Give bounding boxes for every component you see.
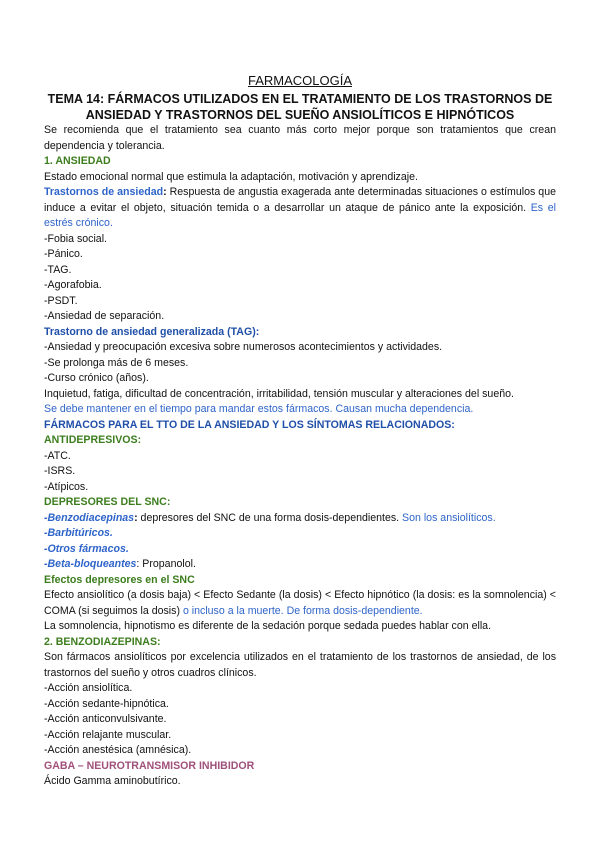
farmacos-heading: FÁRMACOS PARA EL TTO DE LA ANSIEDAD Y LOS SÍNTOMAS RELACIONADOS: bbox=[44, 418, 455, 431]
trastornos-text: Respuesta de angustia exagerada ante determinadas situaciones o estímulos que induce a evitar el objeto, situación temida o a desarrollar un ataque de pánico ante la exposición. bbox=[44, 186, 556, 214]
list-item: -Atípicos. bbox=[44, 480, 89, 493]
beta-bloqueantes-text: : Propanolol. bbox=[136, 558, 196, 570]
somnolencia-paragraph: La somnolencia, hipnotismo es diferente de la sedación porque sedada puedes hablar con ella. bbox=[44, 620, 492, 632]
depresores-heading: DEPRESORES DEL SNC: bbox=[44, 496, 171, 508]
list-item: -Curso crónico (años). bbox=[44, 372, 149, 384]
list-item: -Acción sedante-hipnótica. bbox=[44, 697, 169, 710]
list-item: -Acción anticonvulsivante. bbox=[44, 713, 167, 725]
antidepresivos-heading: ANTIDEPRESIVOS: bbox=[44, 434, 142, 446]
list-item: -Se prolonga más de 6 meses. bbox=[44, 356, 189, 369]
tag-heading: Trastorno de ansiedad generalizada (TAG): bbox=[44, 325, 260, 338]
trastornos-term: Trastornos de ansiedad bbox=[44, 186, 164, 198]
efectos-text: Efecto ansiolítico (a dosis baja) < Efecto Sedante (la dosis) < Efecto hipnótico (la dosis: es la somnolencia) < COMA (si seguimos la dosis) bbox=[44, 589, 556, 617]
list-item: -Acción anestésica (amnésica). bbox=[44, 744, 192, 756]
list-item: -PSDT. bbox=[44, 294, 78, 307]
ansiedad-definition: Estado emocional normal que estimula la adaptación, motivación y aprendizaje. bbox=[44, 170, 418, 183]
benzodiacepinas-colon: : bbox=[134, 511, 138, 524]
efectos-note: o incluso a la muerte. De forma dosis-dependiente. bbox=[182, 604, 423, 617]
list-item: -Ansiedad y preocupación excesiva sobre numerosos acontecimientos y actividades. bbox=[44, 341, 443, 353]
list-item: -Acción relajante muscular. bbox=[44, 728, 172, 741]
benzodiazepinas-paragraph: Son fármacos ansiolíticos por excelencia utilizados en el tratamiento de los trastornos de ansiedad, de los trastornos del sueño y otros cuadros clínicos. bbox=[44, 651, 556, 679]
section-1-heading: 1. ANSIEDAD bbox=[44, 155, 111, 167]
tag-symptoms: Inquietud, fatiga, dificultad de concentración, irritabilidad, tensión muscular y alteraciones del sueño. bbox=[44, 387, 514, 400]
list-item: -TAG. bbox=[44, 263, 72, 276]
benzodiacepinas-line bbox=[44, 511, 556, 527]
section-2-heading: 2. BENZODIAZEPINAS: bbox=[44, 635, 161, 648]
document-body bbox=[44, 72, 556, 790]
gaba-heading: GABA – NEUROTRANSMISOR INHIBIDOR bbox=[44, 759, 255, 772]
list-item: -Ansiedad de separación. bbox=[44, 310, 165, 322]
gaba-text: Ácido Gamma aminobutírico. bbox=[44, 775, 181, 787]
tag-note: Se debe mantener en el tiempo para mandar estos fármacos. Causan mucha dependencia. bbox=[44, 403, 474, 415]
efectos-paragraph bbox=[44, 588, 556, 619]
trastornos-note: Es el estrés crónico. bbox=[44, 201, 556, 229]
trastornos-paragraph bbox=[44, 185, 556, 232]
list-item: -Acción ansiolítica. bbox=[44, 682, 133, 694]
list-item: -ATC. bbox=[44, 449, 71, 462]
barbituricos-item: -Barbitúricos. bbox=[44, 527, 113, 539]
list-item: -ISRS. bbox=[44, 465, 76, 477]
otros-farmacos-item: -Otros fármacos. bbox=[44, 542, 129, 555]
benzodiacepinas-term: -Benzodiacepinas bbox=[44, 511, 135, 524]
list-item: -Pánico. bbox=[44, 248, 83, 260]
document-subtitle: TEMA 14: FÁRMACOS UTILIZADOS EN EL TRATAMIENTO DE LOS TRASTORNOS DE ANSIEDAD Y TRASTORNOS DEL SUEÑO ANSIOLÍTICOS E HIPNÓTICOS bbox=[47, 92, 553, 122]
beta-bloqueantes-line bbox=[44, 557, 556, 573]
benzodiacepinas-text: depresores del SNC de una forma dosis-dependientes. bbox=[137, 511, 403, 524]
list-item: -Agorafobia. bbox=[44, 279, 102, 291]
benzodiacepinas-note: Son los ansiolíticos. bbox=[402, 511, 496, 524]
beta-bloqueantes-term: -Beta-bloqueantes bbox=[44, 558, 137, 570]
list-item: -Fobia social. bbox=[44, 232, 107, 245]
intro-paragraph: Se recomienda que el tratamiento sea cuanto más corto mejor porque son tratamientos que crean dependencia y tolerancia. bbox=[44, 124, 556, 152]
trastornos-colon: : bbox=[163, 186, 167, 198]
efectos-heading: Efectos depresores en el SNC bbox=[44, 573, 195, 586]
document-title: FARMACOLOGÍA bbox=[247, 73, 353, 88]
